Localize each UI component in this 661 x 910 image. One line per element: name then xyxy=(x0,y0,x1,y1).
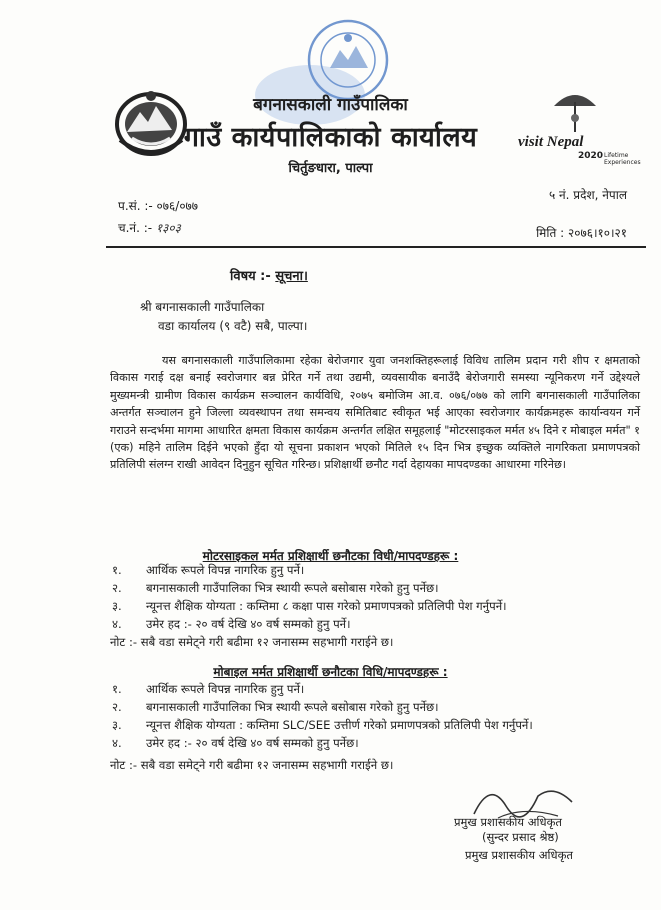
subject-value: सूचना। xyxy=(275,269,308,284)
office-address: चिर्तुङधारा, पाल्पा xyxy=(288,161,373,176)
section-2-heading: मोबाइल मर्मत प्रशिक्षार्थी छनौटका विधि/मापदण्डहरू : xyxy=(213,665,448,679)
patra-sankhya: प.सं. :- ०७६/०७७ xyxy=(118,199,199,213)
letter-date: मिति : २०७६।१०।२१ xyxy=(536,226,627,240)
office-name: गाउँ कार्यपालिकाको कार्यालय xyxy=(183,122,478,153)
list-item: १. आर्थिक रूपले विपन्न नागरिक हुनु पर्ने। xyxy=(112,682,305,696)
section-1-heading: मोटरसाइकल मर्मत प्रशिक्षार्थी छनौटका विधी/मापदण्डहरू : xyxy=(202,549,459,563)
signatory-title: प्रमुख प्रशासकीय अधिकृत xyxy=(465,848,573,862)
section-1-note: नोट :- सबै वडा समेट्ने गरी बढीमा १२ जनासम्म सहभागी गराईने छ। xyxy=(110,635,394,649)
municipality-name: बगनासकाली गाउँपालिका xyxy=(253,95,408,115)
list-item: ४. उमेर हद :- २० वर्ष देखि ४० वर्ष सम्मको हुनु पर्नेछ। xyxy=(112,736,359,750)
list-item: ३. न्यूनत्त शैक्षिक योग्यता : कम्तिमा SLC/SEE उत्तीर्ण गरेको प्रमाणपत्रको प्रतिलिपी पेश गर्नुपर्ने। xyxy=(112,718,533,732)
section-2-note: नोट :- सबै वडा समेट्ने गरी बढीमा १२ जनासम्म सहभागी गराईने छ। xyxy=(110,758,394,772)
visit-nepal-tagline: Lifetime Experiences xyxy=(604,152,641,166)
province-label: ५ नं. प्रदेश, नेपाल xyxy=(548,188,627,202)
list-item: १. आर्थिक रूपले विपन्न नागरिक हुनु पर्ने। xyxy=(112,563,305,577)
subject-line xyxy=(230,266,308,284)
visit-nepal-year: 2020 xyxy=(578,151,604,161)
notice-body: यस बगनासकाली गाउँपालिकामा रहेका बेरोजगार युवा जनशक्तिहरूलाई विविध तालिम प्रदान गरी शीप र क्षमताको विकास गराई दक्ष बनाई स्वरोजगार बन्न प्रेरित गर्ने तथा उद्यमी, व्यवसायीक बनाउँदै बेरोजगारी समस्या न्यूनिकरण गर्ने उद्देश्यले मुख्यमन्त्री ग्रामीण विकास कार्यक्रम सञ्चालन कार्यविधि, २०७५ बमोजिम आ.व. ०७६/०७७ को लागि बगनासकाली गाउँपालिका अन्तर्गत सञ्चालन हुने जिल्ला व्यवस्थापन तथा समन्वय समितिबाट स्वीकृत भई आएका स्वरोजगार कार्यक्रमहरू कार्यान्वयन गर्ने गराउने सन्दर्भमा मागमा आधारित क्षमता विकास कार्यक्रम अन्तर्गत लक्षित समूहलाई "मोटरसाइकल मर्मत ४५ दिने र मोबाइल मर्मत" १ (एक) महिने तालिम दिईने भएको हुँदा यो सूचना प्रकाशन भएको मितिले १५ दिन भित्र इच्छुक व्यक्तिले नागरिकता प्रमाणपत्रको प्रतिलिपी संलग्न राखी आवेदन दिनुहुन सूचित गरिन्छ। प्रशिक्षार्थी छनौट गर्दा देहायका मापदण्डका आधारमा गरिनेछ। xyxy=(110,354,640,472)
visit-nepal-text: visit Nepal xyxy=(518,134,584,150)
list-item: २. बगनासकाली गाउँपालिका भित्र स्थायी रूपले बसोबास गरेको हुनु पर्नेछ। xyxy=(112,700,439,714)
subject-label: विषय :- xyxy=(230,269,271,284)
list-item: ३. न्यूनत्त शैक्षिक योग्यता : कम्तिमा ८ कक्षा पास गरेको प्रमाणपत्रको प्रतिलिपी पेश गर्नुपर्ने। xyxy=(112,599,507,613)
recipient-line-2: वडा कार्यालय (९ वटै) सबै, पाल्पा। xyxy=(158,319,308,333)
chalani-number xyxy=(118,219,181,236)
chalani-label: च.नं. :- xyxy=(118,221,153,235)
stamp-name: (सुन्दर प्रसाद श्रेष्ठ) xyxy=(482,830,559,844)
chalani-handwritten: १३०३ xyxy=(155,221,181,235)
list-item: २. बगनासकाली गाउँपालिका भित्र स्थायी रूपले बसोबास गरेको हुनु पर्नेछ। xyxy=(112,581,439,595)
recipient-line-1: श्री बगनासकाली गाउँपालिका xyxy=(140,300,265,314)
header-divider xyxy=(106,246,646,248)
list-item: ४. उमेर हद :- २० वर्ष देखि ४० वर्ष सम्मको हुनु पर्ने। xyxy=(112,617,351,631)
stamp-title: प्रमुख प्रशासकीय अधिकृत xyxy=(454,815,562,829)
